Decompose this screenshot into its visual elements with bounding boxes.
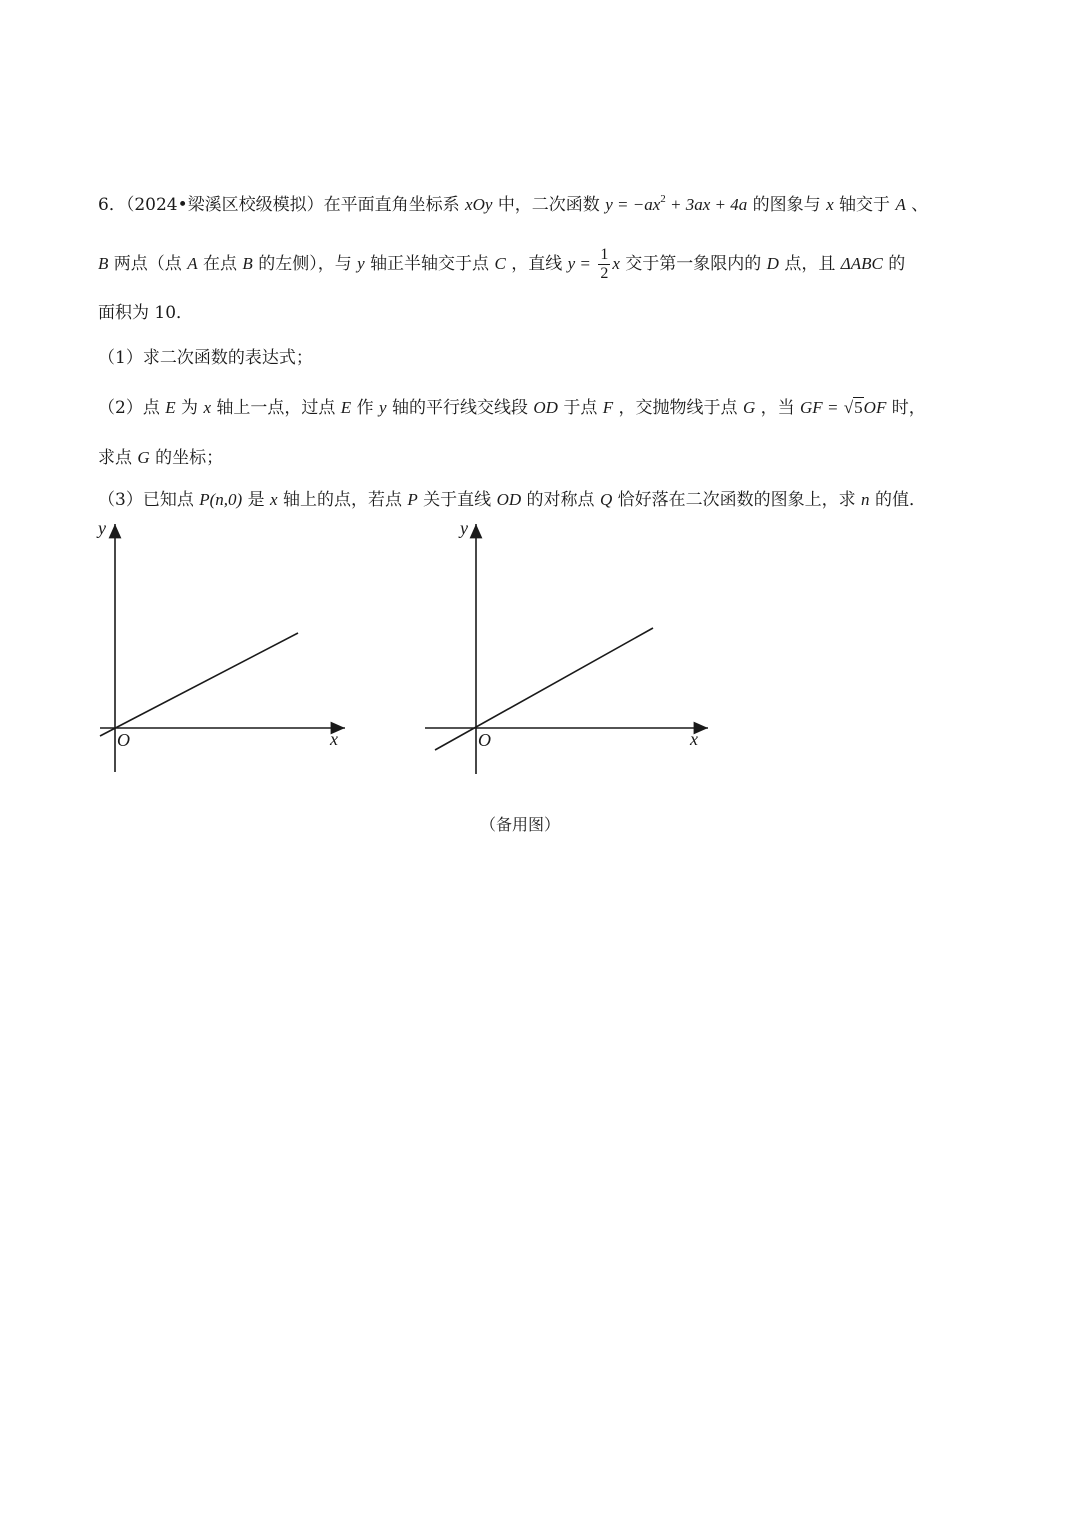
text: 在点: [203, 254, 237, 274]
math-E: E: [340, 398, 352, 417]
fraction-denominator: 2: [600, 265, 609, 282]
text: 作: [356, 398, 374, 418]
math-C: C: [494, 254, 506, 273]
math-OD: OD: [533, 398, 558, 417]
text: 为: [181, 398, 199, 418]
question-1: [98, 343, 313, 368]
text: 关于直线: [423, 490, 492, 510]
text: 是: [247, 490, 265, 510]
text: 的: [888, 254, 906, 274]
math-D: D: [766, 254, 779, 273]
x-axis-label: x: [690, 729, 698, 749]
origin-label: O: [117, 730, 130, 750]
math-OD: OD: [496, 490, 522, 509]
text: 交于第一象限内的: [625, 254, 762, 274]
eq1-rest: + 3ax + 4a: [670, 195, 748, 214]
coordinate-figure-2: [425, 510, 725, 780]
math-F: F: [602, 398, 614, 417]
question-3: [98, 485, 926, 510]
radicand: 5: [854, 398, 863, 417]
math-xoy: xOy: [465, 195, 493, 214]
problem-number: 6．: [98, 195, 126, 215]
math-E: E: [165, 398, 176, 417]
math-y: y: [379, 398, 387, 417]
figure-caption: （备用图）: [479, 815, 560, 834]
text: 的左侧），与: [258, 254, 352, 274]
text: 轴交于: [839, 195, 891, 215]
x-axis-label: x: [330, 729, 338, 749]
math-x: x: [826, 195, 834, 214]
math-x: x: [612, 254, 620, 273]
text: 两点（点: [113, 254, 182, 274]
text: 求点: [98, 448, 132, 468]
fraction-numerator: 1: [600, 246, 609, 263]
y-axis-label: y: [460, 518, 468, 538]
math-G: G: [137, 448, 150, 467]
math-G: G: [742, 398, 756, 417]
math-triangle-abc: ΔABC: [840, 254, 883, 273]
sqrt-5: √5: [843, 398, 863, 417]
math-x: x: [270, 490, 278, 509]
text: ，交抛物线于点: [618, 398, 738, 418]
fraction-one-half: [598, 246, 610, 283]
text: （3）已知点: [98, 490, 194, 510]
eq1-exponent: 2: [660, 193, 666, 205]
text: 于点: [563, 398, 598, 418]
math-P-n-0: P(n,0): [199, 490, 243, 509]
text: 、: [911, 195, 929, 215]
math-y: y: [357, 254, 365, 273]
question-2-line-2: [98, 443, 223, 468]
text: 面积为 10．: [98, 303, 194, 323]
text: 点，且: [784, 254, 836, 274]
math-Q: Q: [599, 490, 613, 509]
text: 轴的平行线交线段: [391, 398, 528, 418]
text: （2）点: [98, 398, 160, 418]
coordinate-figure-1: [90, 510, 360, 780]
math-B: B: [98, 254, 109, 273]
text: 的值．: [874, 490, 926, 510]
problem-line-2: [98, 246, 905, 283]
text: ，当: [760, 398, 795, 418]
problem-line-3: [98, 298, 193, 323]
math-x: x: [203, 398, 211, 417]
text: 恰好落在二次函数的图象上，求: [617, 490, 856, 510]
text: ，直线: [511, 254, 563, 274]
problem-line-1: [98, 190, 928, 215]
math-A: A: [187, 254, 198, 273]
math-GF: GF =: [800, 398, 839, 417]
math-OF: OF: [863, 398, 887, 417]
math-A: A: [895, 195, 906, 214]
line-od: [435, 628, 653, 750]
text: （1）求二次函数的表达式；: [98, 348, 313, 368]
text: 的图象与: [752, 195, 821, 215]
text: 轴上的点，若点: [282, 490, 402, 510]
math-n: n: [861, 490, 870, 509]
text: 时，: [891, 398, 926, 418]
line-od: [100, 633, 298, 736]
math-eq2-y: y =: [567, 254, 591, 273]
question-2-line-1: [98, 393, 926, 418]
text: 的坐标；: [155, 448, 224, 468]
origin-label: O: [478, 730, 491, 750]
math-P: P: [407, 490, 418, 509]
text: 的对称点: [526, 490, 595, 510]
text: 轴上一点，过点: [216, 398, 336, 418]
math-eq1: [605, 195, 747, 214]
y-axis-label: y: [98, 518, 106, 538]
math-B: B: [242, 254, 253, 273]
text: 轴正半轴交于点: [370, 254, 490, 274]
text: 在平面直角坐标系: [323, 195, 460, 215]
problem-source: （2024•梁溪区校级模拟）: [125, 195, 324, 215]
eq1-main: y = −ax: [605, 195, 661, 214]
text: 中，二次函数: [497, 195, 600, 215]
